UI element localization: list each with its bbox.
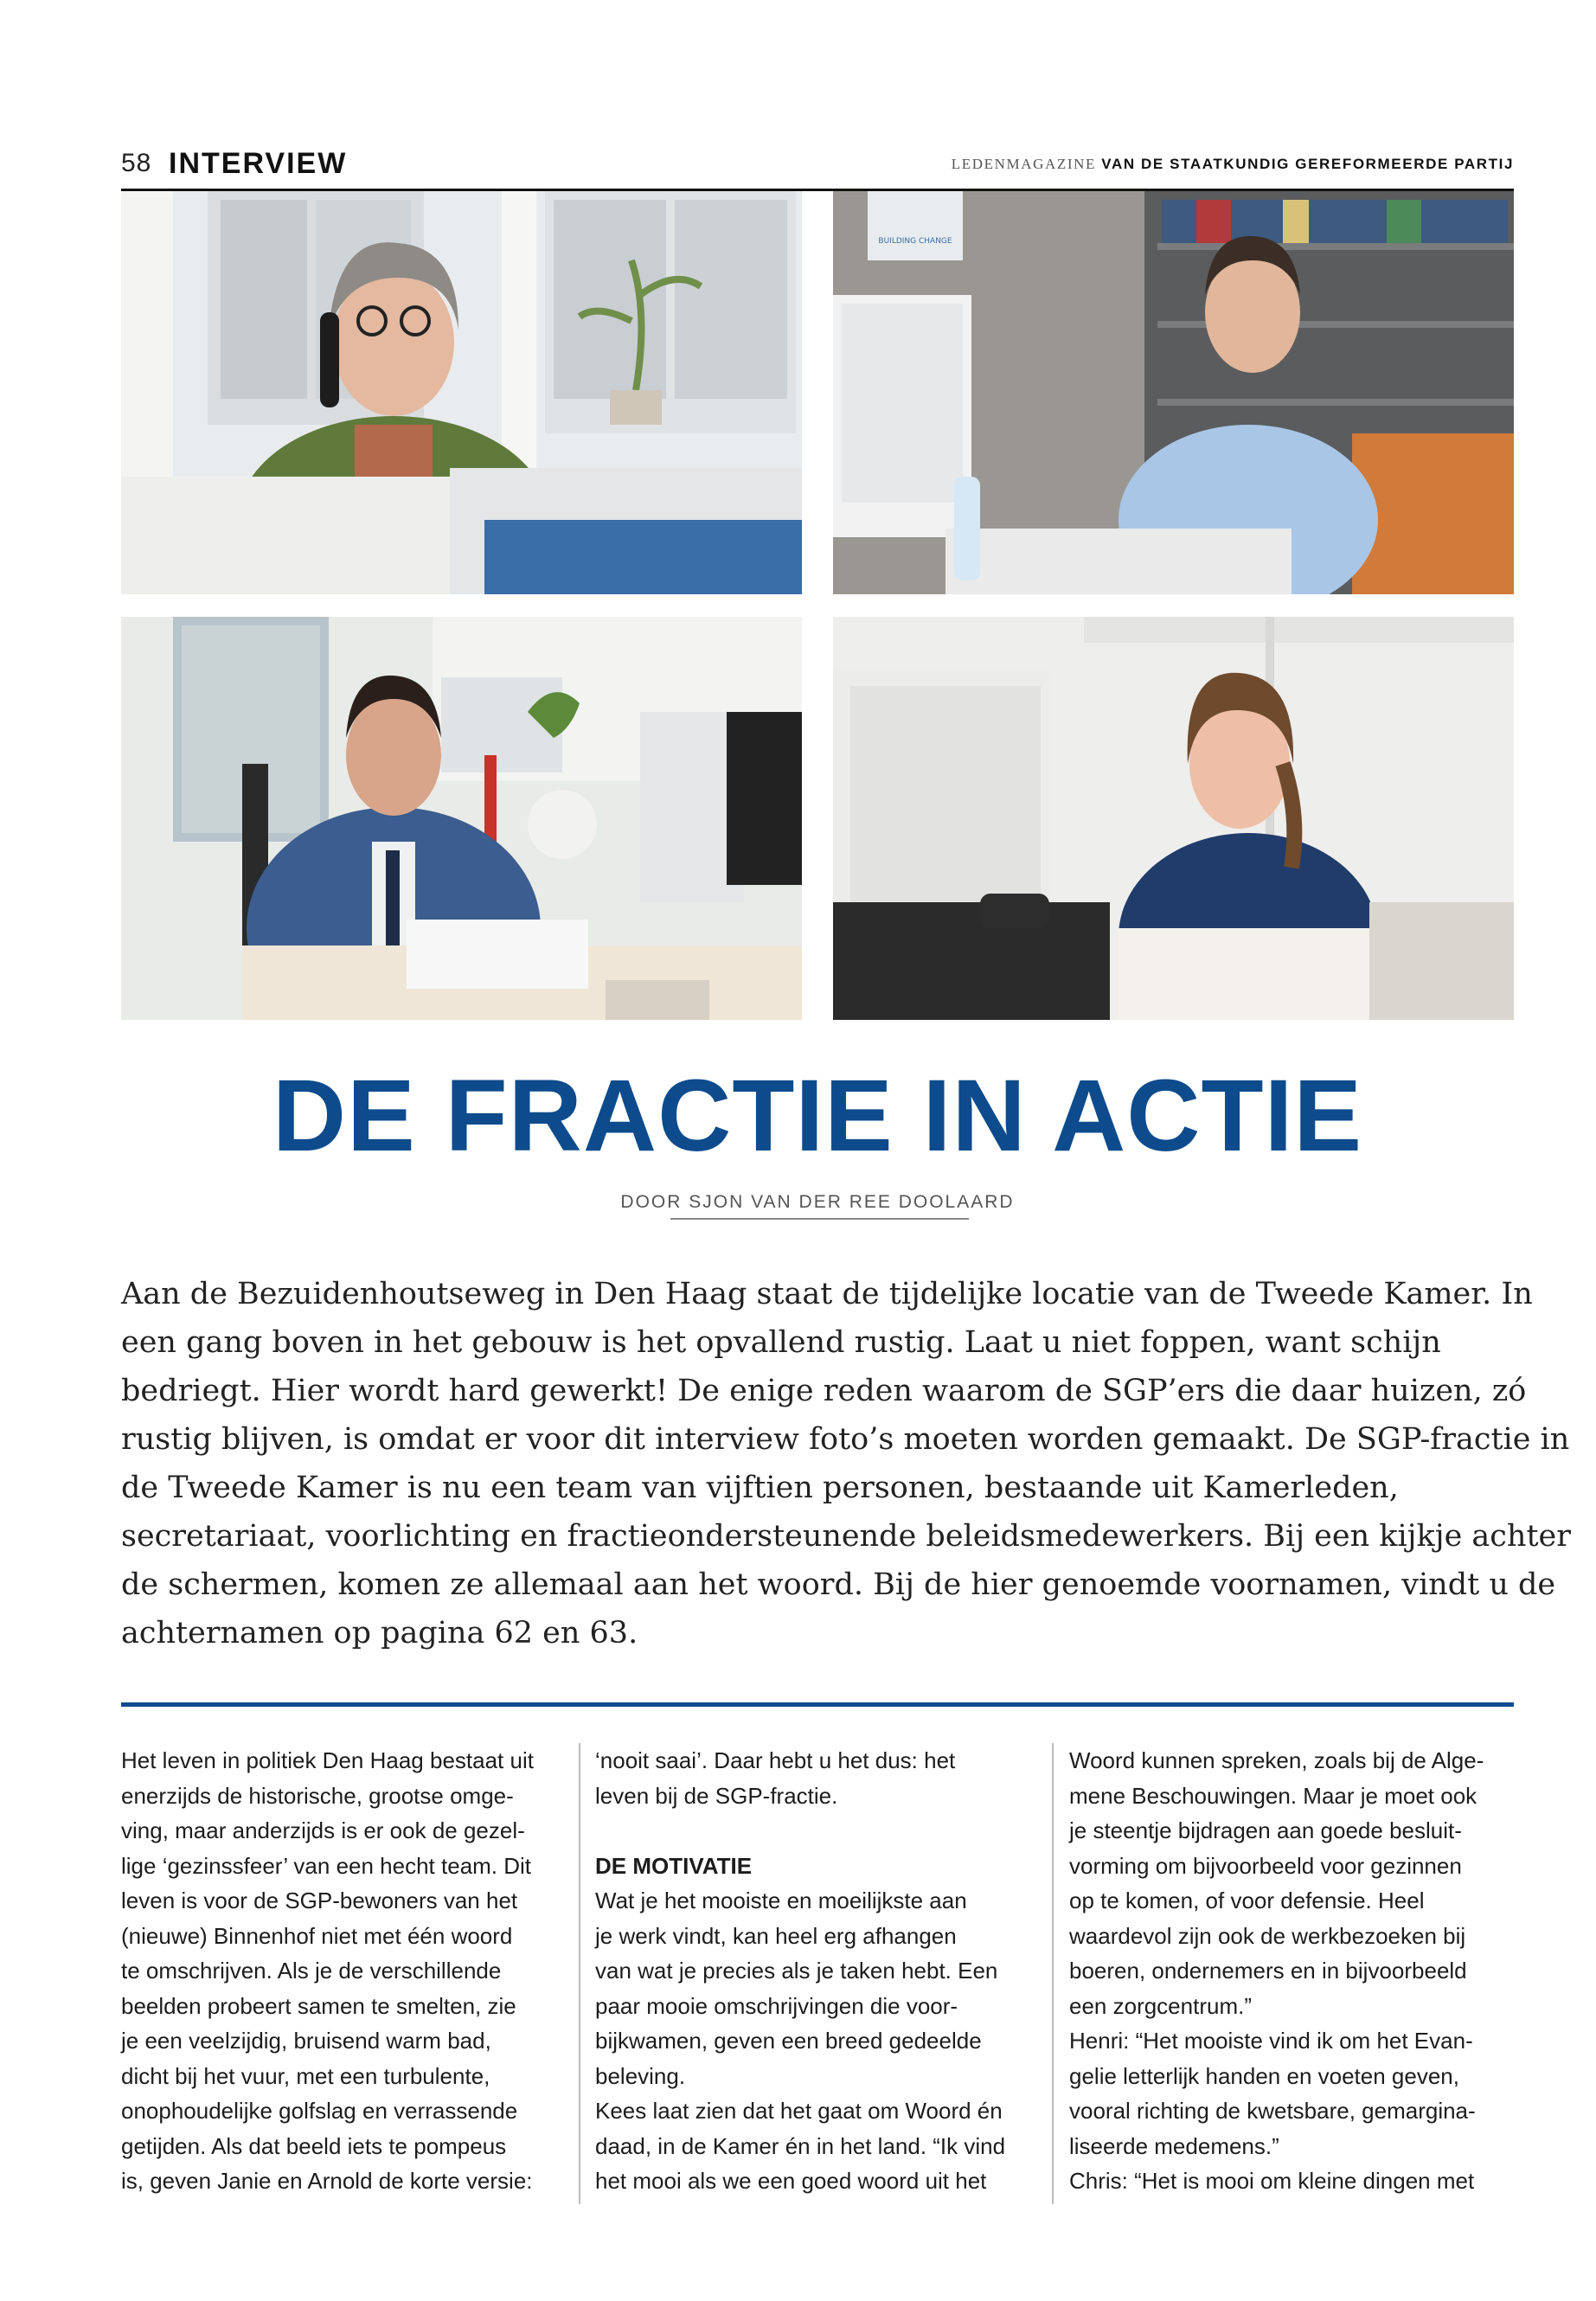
body-line: Het leven in politiek Den Haag bestaat uit	[121, 1747, 534, 1773]
photo-man-bookshelf	[833, 191, 1514, 594]
body-column-3	[1069, 1743, 1517, 2199]
body-line: beelden probeert samen te smelten, zie	[121, 1992, 516, 2019]
body-line: liseerde medemens.”	[1069, 2132, 1279, 2159]
body-line: daad, in de Kamer én in het land. “Ik vind	[595, 2132, 1006, 2159]
body-line: paar mooie omschrijvingen die voor-	[595, 1992, 958, 2019]
body-line: mene Beschouwingen. Maar je moet ook	[1069, 1782, 1477, 1809]
body-line: op te komen, of voor defensie. Heel	[1069, 1888, 1425, 1913]
column-divider	[579, 1743, 580, 2204]
body-line: enerzijds de historische, grootse omge-	[121, 1782, 514, 1809]
page-header	[121, 147, 1514, 190]
section-divider	[121, 1702, 1514, 1707]
column-divider	[1052, 1743, 1054, 2204]
body-line: van wat je precies als je taken hebt. Een	[595, 1958, 998, 1984]
body-line: Woord kunnen spreken, zoals bij de Alge-	[1069, 1747, 1484, 1773]
intro-line: achternamen op pagina 62 en 63.	[121, 1616, 638, 1650]
magazine-rest: VAN DE STAATKUNDIG GEREFORMEERDE PARTIJ	[1101, 156, 1514, 172]
magazine-name	[952, 156, 1514, 173]
body-line: Kees laat zien dat het gaat om Woord én	[595, 2098, 1003, 2124]
body-line: Chris: “Het is mooi om kleine dingen met	[1069, 2168, 1475, 2194]
body-line: boeren, ondernemers en in bijvoorbeeld	[1069, 1958, 1467, 1984]
body-line: leven is voor de SGP-bewoners van het	[121, 1888, 518, 1913]
intro-line: Aan de Bezuidenhoutseweg in Den Haag staat de tijdelijke locatie van de Tweede Kamer. In	[121, 1277, 1533, 1311]
poster-text: BUILDING CHANGE	[878, 237, 952, 246]
intro-line: secretariaat, voorlichting en fractieondersteunende beleidsmedewerkers. Bij een kijkje achter	[121, 1519, 1571, 1554]
subheading-motivatie: DE MOTIVATIE	[595, 1852, 753, 1879]
intro-line: de Tweede Kamer is nu een team van vijftien personen, bestaande uit Kamerleden,	[121, 1471, 1399, 1505]
byline-rule	[670, 1218, 969, 1220]
body-line: ‘nooit saai’. Daar hebt u het dus: het	[595, 1747, 956, 1773]
paragraph-gap	[595, 1813, 1043, 1849]
magazine-prefix: LEDENMAGAZINE	[951, 156, 1096, 172]
body-line: Wat je het mooiste en moeilijkste aan	[595, 1888, 967, 1913]
body-line: onophoudelijke golfslag en verrassende	[121, 2098, 518, 2124]
body-column-2	[595, 1743, 1043, 2199]
photo-young-woman	[833, 617, 1514, 1020]
body-line: vooral richting de kwetsbare, gemargina-	[1069, 2098, 1476, 2124]
body-line: waardevol zijn ook de werkbezoeken bij	[1069, 1922, 1466, 1949]
body-line: vorming om bijvoorbeeld voor gezinnen	[1069, 1852, 1462, 1879]
intro-line: rustig blijven, is omdat er voor dit interview foto’s moeten worden gemaakt. De SGP-fractie in	[121, 1422, 1570, 1457]
page-number: 58	[121, 149, 152, 177]
body-line: leven bij de SGP-fractie.	[595, 1782, 838, 1809]
article-title: DE FRACTIE IN ACTIE	[272, 1059, 1363, 1173]
body-line: een zorgcentrum.”	[1069, 1992, 1252, 2019]
body-line: lige ‘gezinssfeer’ van een hecht team. Dit	[121, 1852, 532, 1879]
intro-paragraph	[121, 1270, 1571, 1657]
intro-line: een gang boven in het gebouw is het opvallend rustig. Laat u niet foppen, want schijn	[121, 1325, 1441, 1360]
photo-man-blue-suit	[121, 617, 802, 1020]
body-column-1	[121, 1743, 569, 2199]
photo-woman-on-phone	[121, 191, 802, 594]
body-line: je werk vindt, kan heel erg afhangen	[595, 1922, 957, 1949]
body-line: bijkwamen, geven een breed gedeelde	[595, 2028, 982, 2054]
body-line: (nieuwe) Binnenhof niet met één woord	[121, 1922, 513, 1949]
body-line: ving, maar anderzijds is er ook de gezel-	[121, 1817, 525, 1843]
body-line: het mooi als we een goed woord uit het	[595, 2168, 987, 2194]
body-line: je een veelzijdig, bruisend warm bad,	[121, 2028, 491, 2054]
body-line: Henri: “Het mooiste vind ik om het Evan-	[1069, 2028, 1473, 2054]
byline: DOOR SJON VAN DER REE DOOLAARD	[620, 1192, 1015, 1212]
body-line: gelie letterlijk handen en voeten geven,	[1069, 2062, 1459, 2089]
body-line: dicht bij het vuur, met een turbulente,	[121, 2062, 490, 2089]
body-line: beleving.	[595, 2062, 686, 2089]
intro-line: bedriegt. Hier wordt hard gewerkt! De enige reden waarom de SGP’ers die daar huizen, zó	[121, 1374, 1527, 1408]
body-line: is, geven Janie en Arnold de korte versie:	[121, 2168, 533, 2194]
body-line: je steentje bijdragen aan goede besluit-	[1069, 1817, 1462, 1843]
body-line: te omschrijven. Als je de verschillende	[121, 1958, 502, 1984]
section-label: INTERVIEW	[169, 147, 348, 180]
body-line: getijden. Als dat beeld iets te pompeus	[121, 2132, 507, 2159]
intro-line: de schermen, komen ze allemaal aan het woord. Bij de hier genoemde voornamen, vindt u de	[121, 1567, 1556, 1602]
